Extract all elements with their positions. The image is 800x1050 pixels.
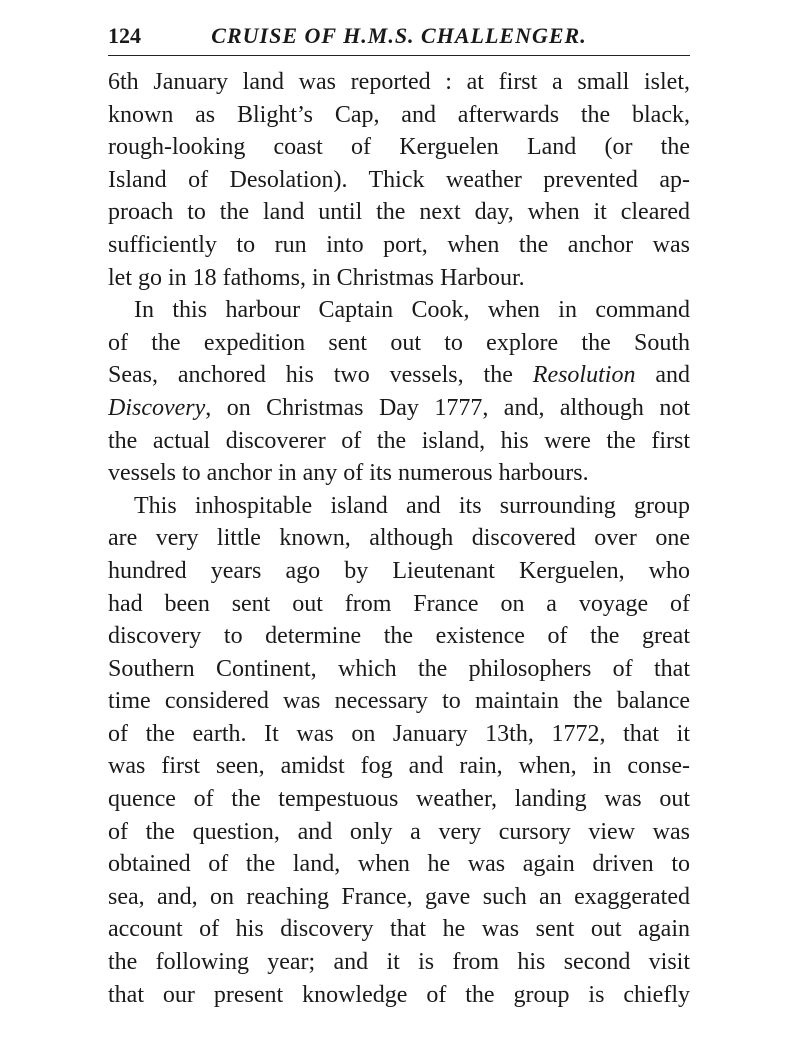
text-line: This inhospitable island and its surrounding group bbox=[134, 492, 690, 519]
text-line: 6th January land was reported : at first a small islet, bbox=[108, 69, 690, 95]
text-line: time considered was necessary to maintain the balance bbox=[108, 688, 690, 715]
text-line: was first seen, amidst fog and rain, when, in conse- bbox=[108, 753, 690, 780]
page-number: 124 bbox=[108, 23, 141, 48]
text-line: the following year; and it is from his second visit bbox=[108, 949, 690, 976]
text-line: of the expedition sent out to explore the South bbox=[108, 329, 690, 356]
text-line: sea, and, on reaching France, gave such an exaggerated bbox=[108, 883, 690, 910]
text-line: proach to the land until the next day, when it cleared bbox=[108, 199, 690, 226]
text-line: hundred years ago by Lieutenant Kerguelen, who bbox=[108, 557, 690, 584]
page-header bbox=[108, 22, 690, 52]
text-line: of the question, and only a very cursory view was bbox=[108, 818, 690, 845]
text-line: of the earth. It was on January 13th, 1772, that it bbox=[108, 720, 690, 747]
text-line: In this harbour Captain Cook, when in command bbox=[134, 297, 690, 324]
text-line: that our present knowledge of the group is chiefly bbox=[108, 981, 690, 1008]
text-line: the actual discoverer of the island, his were the first bbox=[108, 427, 690, 454]
text-line: obtained of the land, when he was again driven to bbox=[108, 851, 690, 878]
text-line: sufficiently to run into port, when the anchor was bbox=[108, 231, 690, 258]
ship-name-resolution: Resolution bbox=[532, 362, 636, 389]
text-line: rough-looking coast of Kerguelen Land (or the bbox=[108, 134, 690, 161]
ship-name-discovery: Discovery bbox=[108, 394, 206, 421]
text-line: are very little known, although discovered over one bbox=[108, 525, 690, 552]
text-line: vessels to anchor in any of its numerous harbours. bbox=[108, 460, 589, 487]
text-line: quence of the tempestuous weather, landing was out bbox=[108, 786, 690, 813]
body-text bbox=[108, 66, 690, 1011]
text-run: and bbox=[635, 362, 690, 389]
text-line: Southern Continent, which the philosophers of that bbox=[108, 655, 690, 682]
text-line: account of his discovery that he was sent out again bbox=[108, 916, 690, 943]
text-line: discovery to determine the existence of the great bbox=[108, 623, 690, 650]
text-line: known as Blight’s Cap, and afterwards the black, bbox=[108, 101, 690, 128]
text-line: had been sent out from France on a voyage of bbox=[108, 590, 690, 617]
text-run: Seas, anchored his two vessels, the bbox=[108, 362, 533, 389]
text-line-mixed bbox=[108, 392, 690, 425]
running-head: CRUISE OF H.M.S. CHALLENGER. bbox=[211, 23, 587, 48]
header-rule bbox=[108, 55, 690, 56]
text-run: , on Christmas Day 1777, and, although not bbox=[205, 394, 690, 421]
text-line-mixed bbox=[108, 359, 690, 392]
text-line: let go in 18 fathoms, in Christmas Harbour. bbox=[108, 264, 525, 291]
text-line: Island of Desolation). Thick weather prevented ap- bbox=[108, 166, 690, 193]
